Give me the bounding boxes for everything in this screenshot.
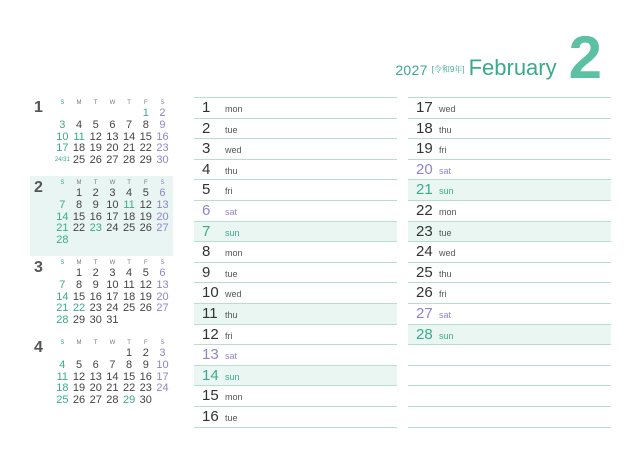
mini-calendar-day: 22 <box>122 382 136 395</box>
day-weekday: thu <box>225 165 238 176</box>
day-number: 20 <box>416 160 433 178</box>
day-weekday: sat <box>225 206 238 217</box>
weekday-header: S <box>160 100 165 106</box>
mini-calendar-day: 5 <box>142 267 149 279</box>
day-weekday: wed <box>439 248 456 259</box>
mini-calendar-day: 18 <box>56 382 69 395</box>
mini-calendar-day: 5 <box>142 187 149 199</box>
day-row <box>194 365 397 386</box>
day-row <box>408 406 611 428</box>
weekday-header: M <box>76 340 82 346</box>
mini-calendar-day: 23 <box>89 302 102 315</box>
day-weekday: fri <box>439 145 447 156</box>
mini-calendar-day: 7 <box>59 198 66 211</box>
mini-calendar-day: 28 <box>122 154 136 167</box>
day-row <box>408 241 611 262</box>
weekday-header: T <box>93 340 98 346</box>
mini-calendar-day: 3 <box>109 187 116 199</box>
day-weekday: tue <box>225 124 238 135</box>
weekday-header: F <box>143 180 148 186</box>
day-number: 1 <box>202 99 211 116</box>
mini-calendar-day: 24/31 <box>54 157 70 164</box>
mini-calendar-day: 19 <box>139 210 152 223</box>
mini-calendar-day: 18 <box>72 142 86 155</box>
mini-calendar-grid <box>54 258 171 327</box>
mini-calendar-day: 20 <box>89 382 102 395</box>
day-number: 5 <box>202 181 211 199</box>
mini-calendar-day: 4 <box>75 118 83 131</box>
day-row <box>194 406 397 428</box>
day-weekday: tue <box>225 412 238 423</box>
day-weekday: thu <box>439 268 452 279</box>
mini-calendar-day: 11 <box>123 198 135 211</box>
day-row <box>408 138 611 159</box>
mini-calendar-day: 21 <box>106 382 119 395</box>
mini-calendar-day: 3 <box>59 118 66 131</box>
mini-calendar-day <box>121 235 138 247</box>
mini-calendar-day: 2 <box>142 347 149 359</box>
mini-calendar-day: 12 <box>89 130 102 143</box>
day-number: 27 <box>416 304 433 322</box>
day-column-2 <box>408 97 611 428</box>
mini-calendar-day: 9 <box>159 118 166 131</box>
mini-calendar-day: 2 <box>92 267 99 279</box>
mini-calendar-day: 2 <box>159 107 166 119</box>
day-row <box>194 344 397 365</box>
day-number: 7 <box>202 222 211 240</box>
mini-calendar-day: 18 <box>122 210 136 223</box>
mini-calendar-day: 17 <box>156 370 169 383</box>
mini-calendar-day: 28 <box>106 394 119 407</box>
day-weekday: wed <box>225 289 242 300</box>
day-number: 17 <box>416 99 433 116</box>
mini-calendar-day: 26 <box>72 394 86 407</box>
mini-calendar-month-number: 3 <box>34 259 43 276</box>
mini-calendar-day: 15 <box>72 210 86 223</box>
day-number: 21 <box>416 181 433 199</box>
day-weekday: mon <box>225 104 243 114</box>
weekday-header: S <box>60 180 65 186</box>
day-weekday: fri <box>439 289 447 300</box>
day-row <box>408 97 611 118</box>
mini-calendar-day: 14 <box>56 210 69 223</box>
mini-calendar-day: 6 <box>159 267 166 279</box>
day-weekday: mon <box>439 206 457 217</box>
mini-calendar-day: 25 <box>56 394 69 407</box>
day-row <box>194 179 397 200</box>
day-weekday: mon <box>225 392 243 403</box>
mini-calendar-day: 24 <box>156 382 169 395</box>
mini-calendar-month-number: 2 <box>34 179 43 196</box>
day-row <box>194 138 397 159</box>
day-row <box>194 97 397 118</box>
mini-calendar-month-number: 1 <box>34 99 43 116</box>
mini-calendar-day <box>154 315 171 327</box>
mini-calendar-3 <box>30 256 173 336</box>
weekday-header: F <box>143 100 148 106</box>
day-weekday: sun <box>439 186 454 197</box>
mini-calendar-grid <box>54 98 171 167</box>
mini-calendar-day <box>154 395 171 407</box>
mini-calendar-day: 18 <box>122 290 136 303</box>
day-number: 13 <box>202 346 219 364</box>
mini-calendar-day: 13 <box>106 130 119 143</box>
day-number: 19 <box>416 140 433 158</box>
mini-calendar-day: 16 <box>156 130 169 143</box>
weekday-header: S <box>160 180 165 186</box>
day-row <box>194 385 397 406</box>
day-number: 6 <box>202 201 211 219</box>
mini-calendar-day: 16 <box>89 290 102 303</box>
day-number: 16 <box>202 407 219 425</box>
mini-calendar-day: 7 <box>59 278 66 291</box>
mini-calendars <box>30 96 173 416</box>
mini-calendar-day: 19 <box>89 142 102 155</box>
header-year: 2027 <box>395 62 428 78</box>
weekday-header: S <box>160 340 165 346</box>
day-weekday: wed <box>225 145 242 156</box>
weekday-header: T <box>93 100 98 106</box>
mini-calendar-1 <box>30 96 173 176</box>
mini-calendar-grid <box>54 178 171 247</box>
mini-calendar-day: 9 <box>142 358 149 371</box>
weekday-header: T <box>93 180 98 186</box>
weekday-header: T <box>127 180 131 186</box>
mini-calendar-day: 15 <box>122 370 136 383</box>
mini-calendar-day: 1 <box>75 187 83 199</box>
mini-calendar-day: 11 <box>73 130 85 143</box>
day-number: 12 <box>202 325 219 343</box>
mini-calendar-day: 23 <box>89 222 102 235</box>
weekday-header: F <box>143 260 148 266</box>
mini-calendar-day: 11 <box>123 278 135 291</box>
day-row <box>194 159 397 180</box>
mini-calendar-day: 30 <box>89 314 102 327</box>
mini-calendar-day: 19 <box>139 290 152 303</box>
mini-calendar-day: 17 <box>56 142 69 155</box>
day-row <box>408 303 611 324</box>
header-month-number: 2 <box>568 24 602 91</box>
day-row <box>194 262 397 283</box>
mini-calendar-day: 1 <box>126 347 133 359</box>
mini-calendar-day: 10 <box>106 198 119 211</box>
mini-calendar-day: 27 <box>156 302 169 315</box>
mini-calendar-day: 26 <box>89 154 102 167</box>
weekday-header: T <box>127 100 131 106</box>
mini-calendar-day: 20 <box>156 290 169 303</box>
mini-calendar-day: 26 <box>139 222 152 235</box>
mini-calendar-day: 12 <box>139 198 152 211</box>
mini-calendar-day: 27 <box>106 154 119 167</box>
mini-calendar-day: 8 <box>142 118 149 131</box>
day-row <box>408 282 611 303</box>
mini-calendar-day <box>104 235 121 247</box>
mini-calendar-day: 19 <box>72 382 86 395</box>
mini-calendar-day: 25 <box>122 302 136 315</box>
mini-calendar-day: 17 <box>106 210 119 223</box>
mini-calendar-day: 9 <box>92 198 99 211</box>
mini-calendar-day: 15 <box>139 130 152 143</box>
mini-calendar-day: 8 <box>126 358 133 371</box>
mini-calendar-day: 1 <box>75 267 83 279</box>
mini-calendar-day: 12 <box>139 278 152 291</box>
mini-calendar-day: 10 <box>156 358 169 371</box>
day-weekday: wed <box>439 104 456 114</box>
day-number: 8 <box>202 243 211 261</box>
day-row <box>408 365 611 386</box>
day-row <box>408 159 611 180</box>
mini-calendar-day: 26 <box>139 302 152 315</box>
mini-calendar-day: 28 <box>56 314 69 327</box>
weekday-header: M <box>76 180 82 186</box>
mini-calendar-day: 20 <box>156 210 169 223</box>
day-number: 14 <box>202 366 219 384</box>
weekday-header: W <box>109 340 116 346</box>
mini-calendar-2 <box>30 176 173 256</box>
mini-calendar-day: 3 <box>159 347 166 359</box>
day-weekday: sat <box>439 165 452 176</box>
day-number: 4 <box>202 160 211 178</box>
mini-calendar-day: 11 <box>56 370 69 383</box>
weekday-header: S <box>60 340 65 346</box>
day-row <box>408 262 611 283</box>
day-weekday: thu <box>439 124 452 135</box>
day-column-1 <box>194 97 397 428</box>
day-number: 11 <box>202 304 218 322</box>
mini-calendar-day <box>137 315 154 327</box>
mini-calendar-day <box>87 235 104 247</box>
day-number: 28 <box>416 325 433 343</box>
mini-calendar-day: 31 <box>106 314 119 327</box>
day-weekday: sun <box>225 371 240 382</box>
mini-calendar-day: 29 <box>139 154 152 167</box>
mini-calendar-day: 22 <box>72 222 86 235</box>
mini-calendar-month-number: 4 <box>34 339 43 356</box>
mini-calendar-day: 8 <box>75 198 83 211</box>
day-row <box>408 179 611 200</box>
day-row <box>194 282 397 303</box>
mini-calendar-day: 29 <box>122 394 136 407</box>
mini-calendar-day: 9 <box>92 278 99 291</box>
weekday-header: W <box>109 100 116 106</box>
weekday-header: T <box>93 260 98 266</box>
mini-calendar-day: 29 <box>72 314 86 327</box>
day-row <box>408 200 611 221</box>
mini-calendar-day: 27 <box>156 222 169 235</box>
mini-calendar-day: 4 <box>126 187 133 199</box>
mini-calendar-day: 24 <box>106 302 119 315</box>
mini-calendar-day: 23 <box>156 142 169 155</box>
day-number: 2 <box>202 119 211 137</box>
mini-calendar-day <box>137 235 154 247</box>
mini-calendar-day: 22 <box>139 142 152 155</box>
mini-calendar-day: 21 <box>122 142 136 155</box>
mini-calendar-day: 7 <box>109 358 116 371</box>
header-month-name: February <box>468 55 557 80</box>
mini-calendar-day: 25 <box>122 222 136 235</box>
day-number: 18 <box>416 119 433 137</box>
day-number: 15 <box>202 387 219 405</box>
day-number: 25 <box>416 263 433 281</box>
mini-calendar-day: 13 <box>156 198 169 211</box>
mini-calendar-grid <box>54 338 171 407</box>
day-number: 10 <box>202 284 219 302</box>
mini-calendar-day: 22 <box>72 302 86 315</box>
calendar-header <box>395 24 602 91</box>
mini-calendar-day: 24 <box>106 222 119 235</box>
mini-calendar-day: 13 <box>89 370 102 383</box>
mini-calendar-day: 14 <box>122 130 136 143</box>
day-number: 9 <box>202 263 211 281</box>
mini-calendar-day: 10 <box>106 278 119 291</box>
day-row <box>408 221 611 242</box>
weekday-header: M <box>76 100 82 106</box>
mini-calendar-day: 27 <box>89 394 102 407</box>
mini-calendar-day: 12 <box>72 370 86 383</box>
day-weekday: sun <box>225 227 240 238</box>
mini-calendar-day: 1 <box>142 107 149 119</box>
weekday-header: S <box>160 260 165 266</box>
mini-calendar-day: 6 <box>159 187 166 199</box>
day-weekday: sat <box>439 309 452 320</box>
weekday-header: W <box>109 180 116 186</box>
mini-calendar-day: 5 <box>92 118 99 131</box>
day-row <box>194 303 397 324</box>
mini-calendar-day: 25 <box>72 154 86 167</box>
mini-calendar-4 <box>30 336 173 416</box>
weekday-header: T <box>127 340 131 346</box>
day-weekday: fri <box>225 186 233 197</box>
mini-calendar-day: 8 <box>75 278 83 291</box>
weekday-header: W <box>109 260 116 266</box>
mini-calendar-day <box>71 235 88 247</box>
day-row <box>194 200 397 221</box>
day-number: 24 <box>416 243 433 261</box>
header-era: [令和9年] <box>431 65 465 74</box>
mini-calendar-day: 13 <box>156 278 169 291</box>
mini-calendar-day: 16 <box>89 210 102 223</box>
weekday-header: F <box>143 340 148 346</box>
mini-calendar-day: 30 <box>156 154 169 167</box>
mini-calendar-day: 2 <box>92 187 99 199</box>
day-number: 26 <box>416 284 433 302</box>
mini-calendar-day: 6 <box>92 358 99 371</box>
weekday-header: T <box>127 260 131 266</box>
day-weekday: tue <box>439 227 452 238</box>
mini-calendar-day: 10 <box>56 130 69 143</box>
day-number: 23 <box>416 222 433 240</box>
mini-calendar-day: 7 <box>126 118 133 131</box>
day-row <box>408 118 611 139</box>
mini-calendar-day: 21 <box>56 222 69 235</box>
day-weekday: tue <box>225 268 238 279</box>
day-weekday: mon <box>225 248 243 259</box>
mini-calendar-day: 14 <box>56 290 69 303</box>
weekday-header: S <box>60 100 65 106</box>
mini-calendar-day <box>121 315 138 327</box>
day-weekday: sun <box>439 330 454 341</box>
mini-calendar-day: 21 <box>56 302 69 315</box>
weekday-header: S <box>60 260 65 266</box>
mini-calendar-day: 28 <box>56 234 69 247</box>
mini-calendar-day: 23 <box>139 382 152 395</box>
mini-calendar-day: 20 <box>106 142 119 155</box>
mini-calendar-day: 17 <box>106 290 119 303</box>
mini-calendar-day: 4 <box>59 358 66 371</box>
day-weekday: fri <box>225 330 233 341</box>
weekday-header: M <box>76 260 82 266</box>
day-row <box>408 385 611 406</box>
mini-calendar-day: 30 <box>139 394 152 407</box>
mini-calendar-day: 3 <box>109 267 116 279</box>
mini-calendar-day: 16 <box>139 370 152 383</box>
day-number: 22 <box>416 201 433 219</box>
mini-calendar-day: 15 <box>72 290 86 303</box>
day-weekday: sat <box>225 351 238 362</box>
day-row <box>194 221 397 242</box>
day-row <box>194 241 397 262</box>
mini-calendar-day: 6 <box>109 118 116 131</box>
mini-calendar-day <box>154 235 171 247</box>
mini-calendar-day: 5 <box>75 358 83 371</box>
mini-calendar-day: 14 <box>106 370 119 383</box>
day-row <box>408 344 611 365</box>
mini-calendar-day: 4 <box>126 267 133 279</box>
day-row <box>408 324 611 345</box>
day-row <box>194 118 397 139</box>
day-weekday: thu <box>225 309 238 320</box>
day-number: 3 <box>202 140 211 158</box>
day-row <box>194 324 397 345</box>
